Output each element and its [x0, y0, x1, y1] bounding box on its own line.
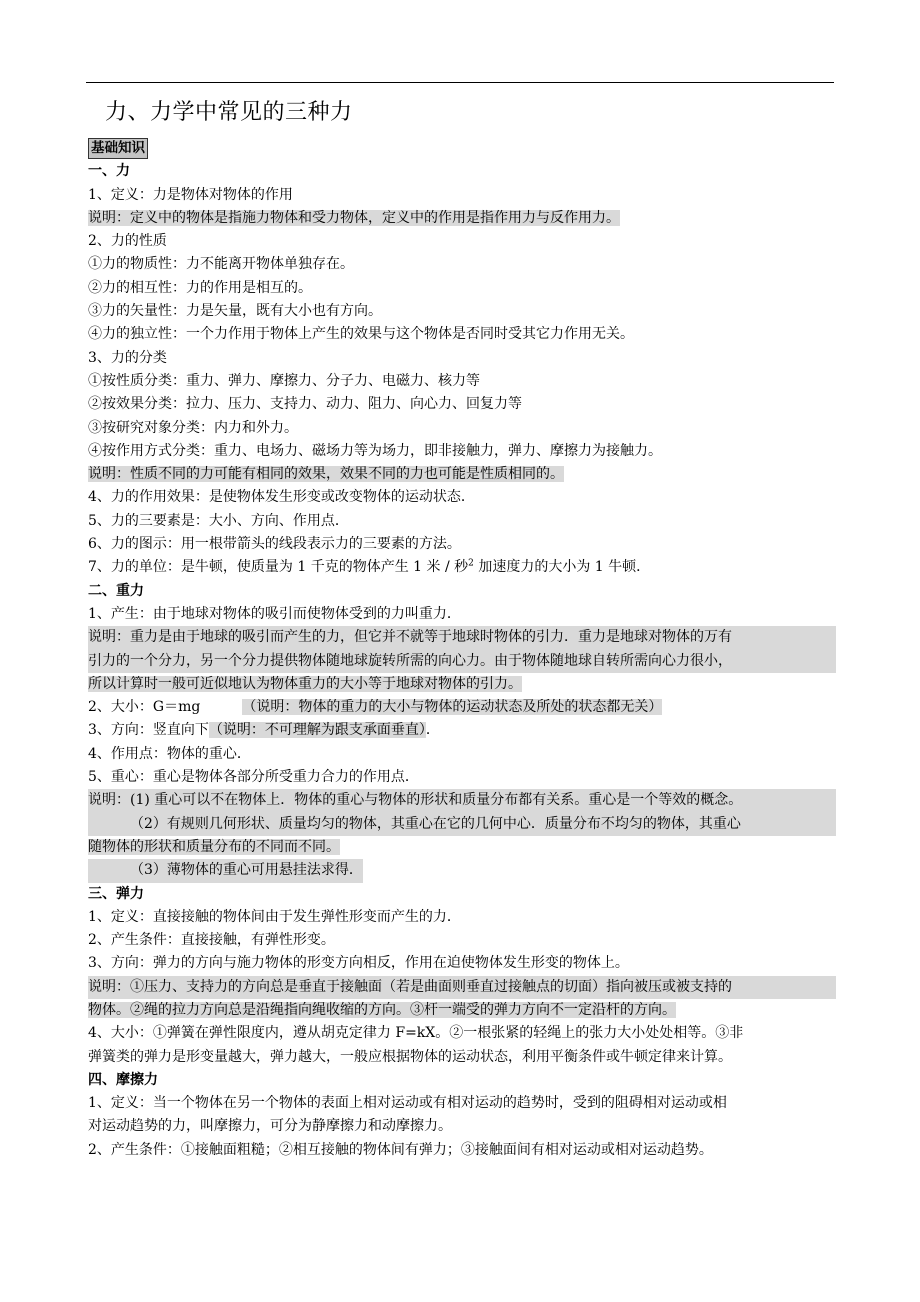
gravity-point: 4、作用点：物体的重心．: [88, 745, 251, 762]
gravity-magnitude-note: （说明：物体的重力的大小与物体的运动状态及所处的状态都无关）: [242, 699, 663, 716]
class-by-nature: ①按性质分类：重力、弹力、摩擦力、分子力、电磁力、核力等: [88, 372, 480, 389]
elastic-definition: 1、定义：直接接触的物体间由于发生弹性形变而产生的力．: [88, 908, 461, 925]
note-center-line-2-text: （2）有规则几何形状、质量均匀的物体，其重心在它的几何中心．质量分布不均匀的物体，其重心: [130, 815, 741, 832]
force-unit-text-a: 7、力的单位：是牛顿，使质量为 1 千克的物体产生 1 米 / 秒: [88, 559, 469, 576]
gravity-direction: [88, 719, 836, 742]
gravity-direction-note: （说明：不可理解为跟支承面垂直）: [208, 722, 426, 739]
class-by-object: ③按研究对象分类：内力和外力。: [88, 419, 298, 436]
force-classification-title: 3、力的分类: [88, 349, 167, 366]
note-center-line-1: 说明：(1) 重心可以不在物体上．物体的重心与物体的形状和质量分布都有关系。重心是一个等效的概念。: [88, 789, 836, 812]
note-center-line-4-text: （3）薄物体的重心可用悬挂法求得．: [130, 862, 363, 879]
force-three-elements: 5、力的三要素是：大小、方向、作用点．: [88, 512, 349, 529]
section-heading-force: 一、力: [88, 163, 130, 180]
section-tag-line: [88, 137, 836, 160]
note-elastic-line-1: 说明：①压力、支持力的方向总是垂直于接触面（若是曲面则垂直过接触点的切面）指向被压或被支持的: [88, 976, 836, 999]
note-elastic-line-2: 物体。②绳的拉力方向总是沿绳指向绳收缩的方向。③杆一端受的弹力方向不一定沿杆的方向。: [88, 1001, 676, 1018]
force-unit-text-b: 加速度力的大小为 1 牛顿．: [473, 559, 651, 576]
elastic-magnitude-line-2: 弹簧类的弹力是形变量越大，弹力越大，一般应根据物体的运动状态，利用平衡条件或牛顿定律来计算。: [88, 1048, 732, 1065]
note-center-line-3: 随物体的形状和质量分布的不同而不同。: [88, 838, 340, 855]
header-rule: [86, 82, 834, 83]
gravity-origin: 1、产生：由于地球对物体的吸引而使物体受到的力叫重力．: [88, 605, 461, 622]
property-mutual: ②力的相互性：力的作用是相互的。: [88, 279, 312, 296]
note-force-definition: 说明：定义中的物体是指施力物体和受力物体，定义中的作用是指作用力与反作用力。: [88, 209, 620, 226]
force-definition: 1、定义：力是物体对物体的作用: [88, 186, 293, 203]
basic-knowledge-tag: 基础知识: [88, 138, 148, 159]
page-title: 力、力学中常见的三种力: [105, 100, 353, 125]
gravity-formula: 2、大小：G＝mg: [88, 699, 201, 716]
force-diagram: 6、力的图示：用一根带箭头的线段表示力的三要素的方法。: [88, 536, 461, 553]
note-gravity-line-1: 说明：重力是由于地球的吸引而产生的力，但它并不就等于地球时物体的引力．重力是地球对物体的万有: [88, 626, 836, 649]
section-heading-elastic: 三、弹力: [88, 885, 144, 902]
property-vector: ③力的矢量性：力是矢量，既有大小也有方向。: [88, 303, 382, 320]
gravity-center-definition: 5、重心：重心是物体各部分所受重力合力的作用点．: [88, 769, 419, 786]
gravity-direction-text: 3、方向：竖直向下: [88, 722, 209, 739]
class-by-effect: ②按效果分类：拉力、压力、支持力、动力、阻力、向心力、回复力等: [88, 396, 522, 413]
property-material: ①力的物质性：力不能离开物体单独存在。: [88, 256, 354, 273]
gravity-magnitude: [88, 696, 836, 719]
section-heading-gravity: 二、重力: [88, 582, 144, 599]
section-heading-friction: 四、摩擦力: [88, 1071, 158, 1088]
force-unit: [88, 556, 836, 579]
class-by-mode: ④按作用方式分类：重力、电场力、磁场力等为场力，即非接触力，弹力、摩擦力为接触力。: [88, 442, 662, 459]
property-independent: ④力的独立性：一个力作用于物体上产生的效果与这个物体是否同时受其它力作用无关。: [88, 326, 634, 343]
friction-condition: 2、产生条件：①接触面粗糙；②相互接触的物体间有弹力；③接触面间有相对运动或相对运动趋势。: [88, 1141, 713, 1158]
force-effect: 4、力的作用效果：是使物体发生形变或改变物体的运动状态．: [88, 489, 475, 506]
elastic-magnitude-line-1: 4、大小：①弹簧在弹性限度内，遵从胡克定律力 F=kX。②一根张紧的轻绳上的张力大小处处相等。③非: [88, 1025, 744, 1042]
note-force-classification: 说明：性质不同的力可能有相同的效果，效果不同的力也可能是性质相同的。: [88, 466, 564, 483]
document-body: [88, 137, 836, 1162]
force-unit-sup: 2: [468, 558, 474, 569]
elastic-condition: 2、产生条件：直接接触，有弹性形变。: [88, 932, 335, 949]
note-center-line-2: [88, 813, 836, 836]
note-gravity-line-3: 所以计算时一般可近似地认为物体重力的大小等于地球对物体的引力。: [88, 675, 522, 692]
force-properties-title: 2、力的性质: [88, 233, 167, 250]
gravity-direction-end: ．: [425, 722, 440, 739]
note-center-line-4: [88, 859, 363, 882]
friction-definition-line-2: 对运动趋势的力，叫摩擦力，可分为静摩擦力和动摩擦力。: [88, 1118, 452, 1135]
elastic-direction: 3、方向：弹力的方向与施力物体的形变方向相反，作用在迫使物体发生形变的物体上。: [88, 955, 629, 972]
friction-definition-line-1: 1、定义：当一个物体在另一个物体的表面上相对运动或有相对运动的趋势时，受到的阻碍相对运动或相: [88, 1095, 727, 1112]
note-gravity-line-2: 引力的一个分力，另一个分力提供物体随地球旋转所需的向心力。由于物体随地球自转所需向心力很小，: [88, 650, 836, 673]
